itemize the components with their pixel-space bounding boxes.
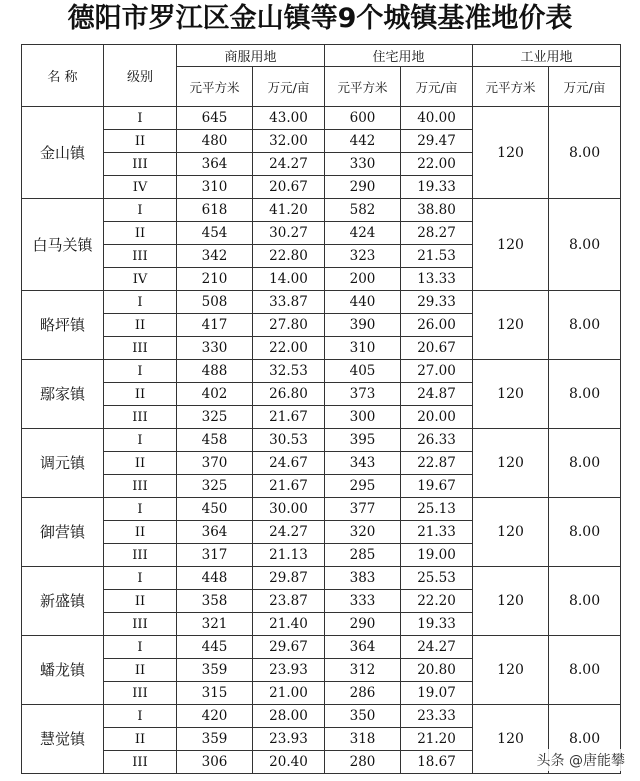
table-row (22, 498, 621, 521)
industrial-mu-cell: 8.00 (549, 705, 621, 774)
residential-sqm-cell: 280 (325, 751, 401, 774)
residential-sqm-cell: 383 (325, 567, 401, 590)
residential-sqm-cell: 582 (325, 199, 401, 222)
table-row (22, 429, 621, 452)
residential-mu-cell: 22.00 (401, 153, 473, 176)
grade-cell: I (104, 291, 177, 314)
commercial-mu-cell: 23.87 (253, 590, 325, 613)
commercial-sqm-cell: 358 (177, 590, 253, 613)
table-row (22, 705, 621, 728)
residential-sqm-cell: 350 (325, 705, 401, 728)
commercial-mu-cell: 22.80 (253, 245, 325, 268)
residential-sqm-cell: 333 (325, 590, 401, 613)
industrial-sqm-cell: 120 (473, 705, 549, 774)
residential-mu-cell: 13.33 (401, 268, 473, 291)
commercial-sqm-cell: 402 (177, 383, 253, 406)
commercial-sqm-cell: 445 (177, 636, 253, 659)
residential-sqm-cell: 424 (325, 222, 401, 245)
commercial-sqm-cell: 645 (177, 107, 253, 130)
residential-sqm-cell: 286 (325, 682, 401, 705)
residential-sqm-cell: 330 (325, 153, 401, 176)
town-name-cell: 略坪镇 (22, 291, 104, 360)
residential-sqm-cell: 290 (325, 176, 401, 199)
commercial-mu-cell: 22.00 (253, 337, 325, 360)
residential-sqm-cell: 405 (325, 360, 401, 383)
commercial-sqm-cell: 618 (177, 199, 253, 222)
residential-mu-cell: 21.33 (401, 521, 473, 544)
table-row (22, 199, 621, 222)
town-name-cell: 白马关镇 (22, 199, 104, 291)
grade-cell: IV (104, 268, 177, 291)
commercial-sqm-cell: 210 (177, 268, 253, 291)
town-name-cell: 金山镇 (22, 107, 104, 199)
commercial-mu-cell: 32.53 (253, 360, 325, 383)
residential-sqm-cell: 377 (325, 498, 401, 521)
grade-cell: III (104, 337, 177, 360)
grade-cell: II (104, 659, 177, 682)
grade-cell: III (104, 475, 177, 498)
grade-cell: II (104, 521, 177, 544)
residential-mu-cell: 20.00 (401, 406, 473, 429)
commercial-mu-cell: 33.87 (253, 291, 325, 314)
industrial-sqm-cell: 120 (473, 107, 549, 199)
grade-cell: III (104, 406, 177, 429)
commercial-sqm-cell: 480 (177, 130, 253, 153)
grade-cell: I (104, 636, 177, 659)
grade-cell: I (104, 705, 177, 728)
residential-mu-cell: 23.33 (401, 705, 473, 728)
commercial-sqm-cell: 364 (177, 521, 253, 544)
grade-cell: III (104, 751, 177, 774)
header-industrial: 工业用地 (473, 45, 621, 67)
grade-cell: I (104, 567, 177, 590)
residential-mu-cell: 19.00 (401, 544, 473, 567)
land-price-table (21, 44, 621, 774)
commercial-mu-cell: 27.80 (253, 314, 325, 337)
header-residential: 住宅用地 (325, 45, 473, 67)
grade-cell: II (104, 383, 177, 406)
residential-mu-cell: 21.20 (401, 728, 473, 751)
residential-sqm-cell: 600 (325, 107, 401, 130)
grade-cell: II (104, 590, 177, 613)
commercial-sqm-cell: 321 (177, 613, 253, 636)
residential-mu-cell: 26.00 (401, 314, 473, 337)
commercial-mu-cell: 21.13 (253, 544, 325, 567)
grade-cell: II (104, 130, 177, 153)
residential-mu-cell: 19.67 (401, 475, 473, 498)
table-row (22, 636, 621, 659)
commercial-mu-cell: 24.67 (253, 452, 325, 475)
header-grade: 级别 (104, 45, 177, 107)
commercial-mu-cell: 21.40 (253, 613, 325, 636)
commercial-sqm-cell: 448 (177, 567, 253, 590)
industrial-mu-cell: 8.00 (549, 360, 621, 429)
header-name: 名 称 (22, 45, 104, 107)
residential-sqm-cell: 390 (325, 314, 401, 337)
header-commercial: 商服用地 (177, 45, 325, 67)
residential-mu-cell: 22.20 (401, 590, 473, 613)
residential-mu-cell: 25.53 (401, 567, 473, 590)
residential-sqm-cell: 373 (325, 383, 401, 406)
industrial-sqm-cell: 120 (473, 636, 549, 705)
residential-sqm-cell: 285 (325, 544, 401, 567)
residential-sqm-cell: 395 (325, 429, 401, 452)
commercial-mu-cell: 32.00 (253, 130, 325, 153)
residential-mu-cell: 29.47 (401, 130, 473, 153)
residential-mu-cell: 26.33 (401, 429, 473, 452)
table-row (22, 567, 621, 590)
commercial-sqm-cell: 454 (177, 222, 253, 245)
header-commercial-unit-sqm: 元平方米 (177, 67, 253, 107)
residential-mu-cell: 20.80 (401, 659, 473, 682)
commercial-sqm-cell: 450 (177, 498, 253, 521)
industrial-mu-cell: 8.00 (549, 567, 621, 636)
residential-mu-cell: 27.00 (401, 360, 473, 383)
header-industrial-unit-mu: 万元/亩 (549, 67, 621, 107)
commercial-sqm-cell: 359 (177, 728, 253, 751)
table-row (22, 107, 621, 130)
grade-cell: III (104, 544, 177, 567)
residential-sqm-cell: 200 (325, 268, 401, 291)
town-name-cell: 鄢家镇 (22, 360, 104, 429)
commercial-mu-cell: 29.87 (253, 567, 325, 590)
residential-sqm-cell: 290 (325, 613, 401, 636)
grade-cell: III (104, 682, 177, 705)
industrial-mu-cell: 8.00 (549, 498, 621, 567)
grade-cell: II (104, 222, 177, 245)
table-row (22, 291, 621, 314)
grade-cell: I (104, 429, 177, 452)
grade-cell: I (104, 360, 177, 383)
header-residential-unit-sqm: 元平方米 (325, 67, 401, 107)
commercial-mu-cell: 20.67 (253, 176, 325, 199)
commercial-mu-cell: 28.00 (253, 705, 325, 728)
residential-mu-cell: 24.27 (401, 636, 473, 659)
residential-mu-cell: 28.27 (401, 222, 473, 245)
industrial-sqm-cell: 120 (473, 567, 549, 636)
grade-cell: II (104, 452, 177, 475)
residential-sqm-cell: 312 (325, 659, 401, 682)
residential-mu-cell: 21.53 (401, 245, 473, 268)
residential-sqm-cell: 364 (325, 636, 401, 659)
commercial-sqm-cell: 342 (177, 245, 253, 268)
residential-sqm-cell: 320 (325, 521, 401, 544)
grade-cell: I (104, 199, 177, 222)
watermark: 头条 @唐能攀 (534, 749, 628, 771)
commercial-mu-cell: 14.00 (253, 268, 325, 291)
residential-mu-cell: 19.33 (401, 176, 473, 199)
page-title: 德阳市罗江区金山镇等9个城镇基准地价表 (67, 3, 573, 34)
residential-mu-cell: 40.00 (401, 107, 473, 130)
grade-cell: III (104, 153, 177, 176)
industrial-mu-cell: 8.00 (549, 107, 621, 199)
commercial-mu-cell: 20.40 (253, 751, 325, 774)
grade-cell: II (104, 314, 177, 337)
residential-mu-cell: 38.80 (401, 199, 473, 222)
residential-mu-cell: 29.33 (401, 291, 473, 314)
commercial-sqm-cell: 458 (177, 429, 253, 452)
commercial-mu-cell: 26.80 (253, 383, 325, 406)
residential-mu-cell: 24.87 (401, 383, 473, 406)
commercial-mu-cell: 24.27 (253, 153, 325, 176)
commercial-sqm-cell: 310 (177, 176, 253, 199)
residential-mu-cell: 22.87 (401, 452, 473, 475)
commercial-sqm-cell: 330 (177, 337, 253, 360)
grade-cell: I (104, 107, 177, 130)
industrial-sqm-cell: 120 (473, 360, 549, 429)
commercial-sqm-cell: 306 (177, 751, 253, 774)
residential-sqm-cell: 300 (325, 406, 401, 429)
town-name-cell: 蟠龙镇 (22, 636, 104, 705)
commercial-mu-cell: 23.93 (253, 659, 325, 682)
grade-cell: I (104, 498, 177, 521)
table-body (22, 107, 621, 774)
industrial-mu-cell: 8.00 (549, 636, 621, 705)
industrial-mu-cell: 8.00 (549, 291, 621, 360)
commercial-mu-cell: 30.00 (253, 498, 325, 521)
commercial-sqm-cell: 325 (177, 475, 253, 498)
commercial-mu-cell: 30.53 (253, 429, 325, 452)
residential-sqm-cell: 343 (325, 452, 401, 475)
residential-mu-cell: 20.67 (401, 337, 473, 360)
commercial-sqm-cell: 420 (177, 705, 253, 728)
residential-sqm-cell: 442 (325, 130, 401, 153)
town-name-cell: 新盛镇 (22, 567, 104, 636)
industrial-mu-cell: 8.00 (549, 199, 621, 291)
commercial-sqm-cell: 315 (177, 682, 253, 705)
commercial-mu-cell: 23.93 (253, 728, 325, 751)
grade-cell: II (104, 728, 177, 751)
town-name-cell: 御营镇 (22, 498, 104, 567)
residential-mu-cell: 25.13 (401, 498, 473, 521)
commercial-mu-cell: 24.27 (253, 521, 325, 544)
commercial-sqm-cell: 359 (177, 659, 253, 682)
commercial-mu-cell: 30.27 (253, 222, 325, 245)
commercial-sqm-cell: 325 (177, 406, 253, 429)
town-name-cell: 调元镇 (22, 429, 104, 498)
header-commercial-unit-mu: 万元/亩 (253, 67, 325, 107)
commercial-mu-cell: 21.67 (253, 475, 325, 498)
industrial-sqm-cell: 120 (473, 291, 549, 360)
residential-mu-cell: 19.07 (401, 682, 473, 705)
residential-mu-cell: 18.67 (401, 751, 473, 774)
commercial-mu-cell: 43.00 (253, 107, 325, 130)
residential-sqm-cell: 295 (325, 475, 401, 498)
town-name-cell: 慧觉镇 (22, 705, 104, 774)
industrial-mu-cell: 8.00 (549, 429, 621, 498)
commercial-sqm-cell: 488 (177, 360, 253, 383)
residential-sqm-cell: 323 (325, 245, 401, 268)
commercial-sqm-cell: 370 (177, 452, 253, 475)
commercial-mu-cell: 21.67 (253, 406, 325, 429)
commercial-sqm-cell: 508 (177, 291, 253, 314)
commercial-sqm-cell: 317 (177, 544, 253, 567)
header-residential-unit-mu: 万元/亩 (401, 67, 473, 107)
industrial-sqm-cell: 120 (473, 498, 549, 567)
commercial-sqm-cell: 417 (177, 314, 253, 337)
grade-cell: IV (104, 176, 177, 199)
commercial-mu-cell: 29.67 (253, 636, 325, 659)
header-industrial-unit-sqm: 元平方米 (473, 67, 549, 107)
residential-sqm-cell: 318 (325, 728, 401, 751)
residential-mu-cell: 19.33 (401, 613, 473, 636)
table-row (22, 360, 621, 383)
grade-cell: III (104, 245, 177, 268)
commercial-mu-cell: 21.00 (253, 682, 325, 705)
residential-sqm-cell: 440 (325, 291, 401, 314)
residential-sqm-cell: 310 (325, 337, 401, 360)
grade-cell: III (104, 613, 177, 636)
commercial-mu-cell: 41.20 (253, 199, 325, 222)
industrial-sqm-cell: 120 (473, 429, 549, 498)
industrial-sqm-cell: 120 (473, 199, 549, 291)
commercial-sqm-cell: 364 (177, 153, 253, 176)
